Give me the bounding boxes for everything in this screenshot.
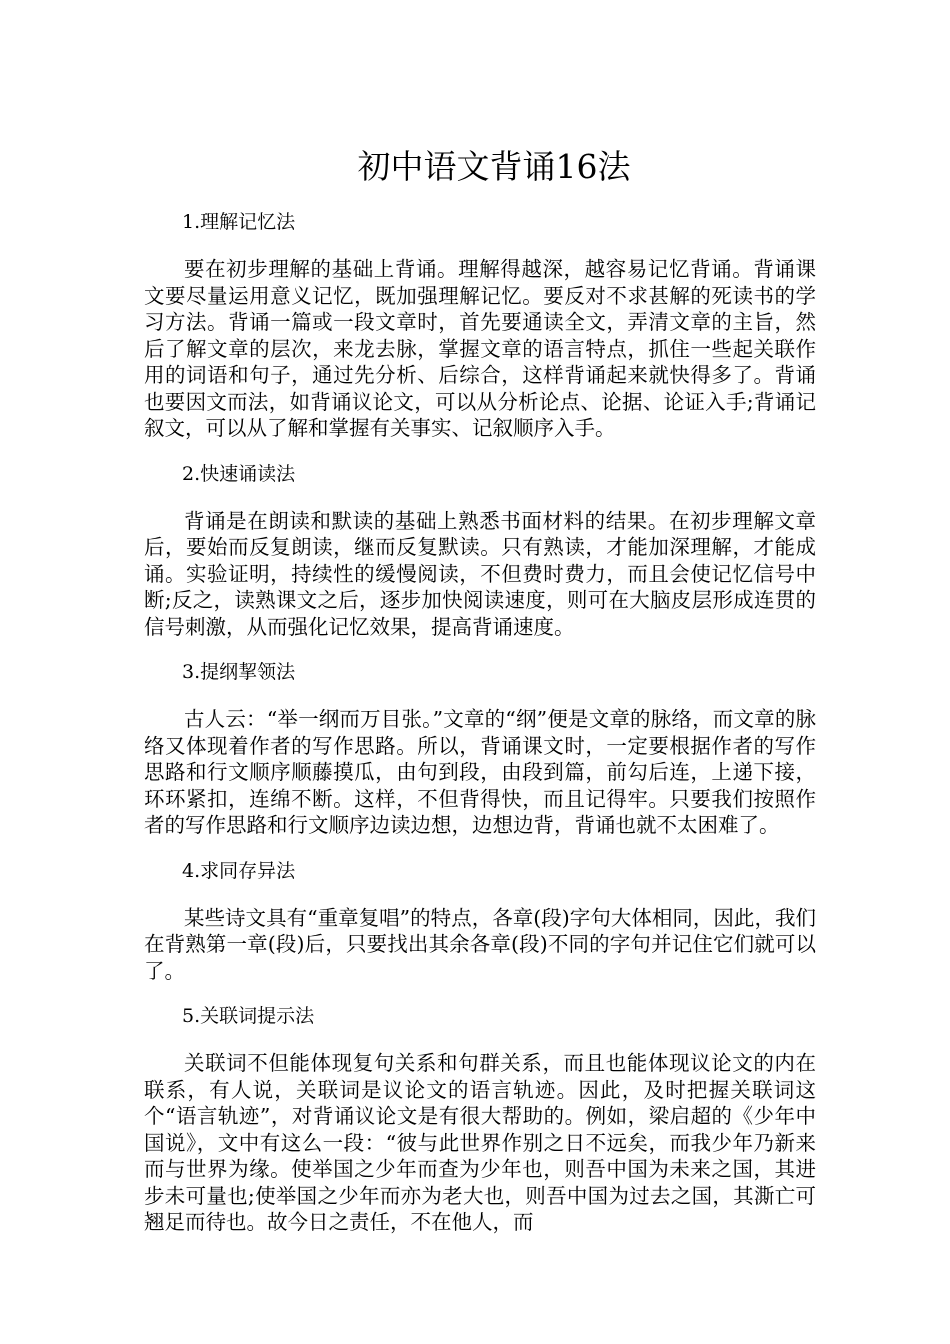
section-body-5: 关联词不但能体现复句关系和句群关系，而且也能体现议论文的内在联系，有人说，关联词是议论文的语言轨迹。因此，及时把握关联词这个“语言轨迹”，对背诵议论文是有很大帮助的。例如，梁启超的《少年中国说》，文中有这么一段：“彼与此世界作别之日不远矣，而我少年乃新来而与世界为缘。使举国之少年而查为少年也，则吾中国为未来之国，其进步未可量也;使举国之少年而亦为老大也，则吾中国为过去之国，其澌亡可翘足而待也。故今日之责任，不在他人，而 <box>144 1051 816 1234</box>
section-heading-3: 3.提纲挈领法 <box>182 661 296 683</box>
document-content <box>144 204 816 1236</box>
section-body-4: 某些诗文具有“重章复唱”的特点，各章(段)字句大体相同，因此，我们在背熟第一章(段)后，只要找出其余各章(段)不同的字句并记住它们就可以了。 <box>144 905 816 983</box>
section-heading-5: 5.关联词提示法 <box>182 1005 315 1027</box>
section-body-3: 古人云：“举一纲而万目张。”文章的“纲”便是文章的脉络，而文章的脉络又体现着作者的写作思路。所以，背诵课文时，一定要根据作者的写作思路和行文顺序顺藤摸瓜，由句到段，由段到篇，前勾后连，上递下接，环环紧扣，连绵不断。这样，不但背得快，而且记得牢。只要我们按照作者的写作思路和行文顺序边读边想，边想边背，背诵也就不太困难了。 <box>144 707 816 837</box>
section-heading-2: 2.快速诵读法 <box>182 462 296 485</box>
document-title: 初中语文背诵16法 <box>357 147 631 186</box>
section-heading-1: 1.理解记忆法 <box>182 211 296 233</box>
section-body-2: 背诵是在朗读和默读的基础上熟悉书面材料的结果。在初步理解文章后，要始而反复朗读，继而反复默读。只有熟读，才能加深理解，才能成诵。实验证明，持续性的缓慢阅读，不但费时费力，而且会使记忆信号中断;反之，读熟课文之后，逐步加快阅读速度，则可在大脑皮层形成连贯的信号刺激，从而强化记忆效果，提高背诵速度。 <box>144 508 816 639</box>
section-heading-4: 4.求同存异法 <box>182 859 296 882</box>
section-body-1: 要在初步理解的基础上背诵。理解得越深，越容易记忆背诵。背诵课文要尽量运用意义记忆，既加强理解记忆。要反对不求甚解的死读书的学习方法。背诵一篇或一段文章时，首先要通读全文，弄清文章的主旨，然后了解文章的层次，来龙去脉，掌握文章的语言特点，抓住一些起关联作用的词语和句子，通过先分析、后综合，这样背诵起来就快得多了。背诵也要因文而法，如背诵议论文，可以从分析论点、论据、论证入手;背诵记叙文，可以从了解和掌握有关事实、记叙顺序入手。 <box>144 257 816 440</box>
